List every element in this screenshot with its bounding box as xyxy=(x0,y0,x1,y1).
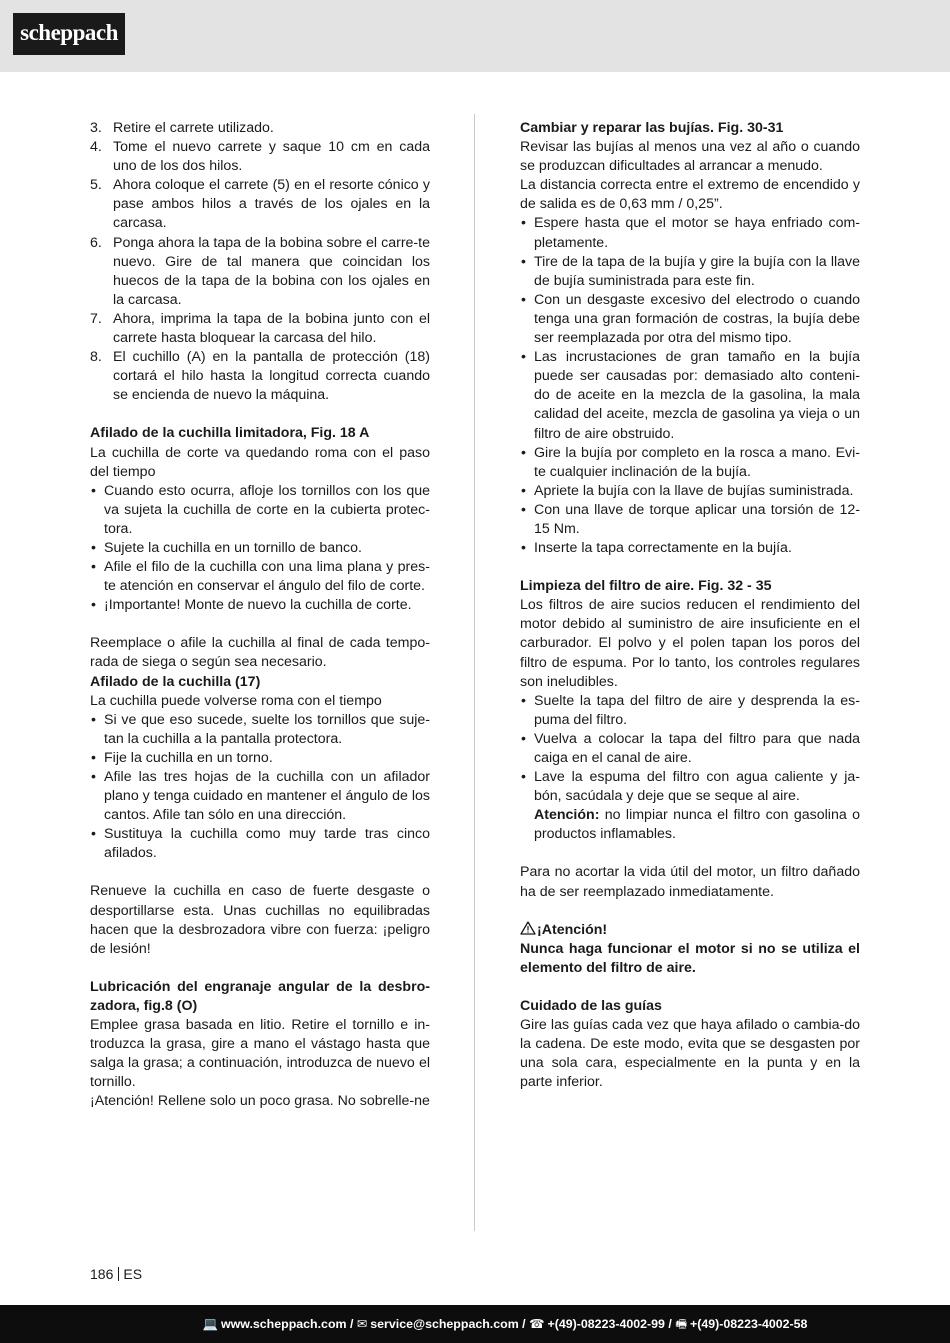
email-icon: ✉ xyxy=(356,1317,368,1331)
list-item: • Espere hasta que el motor se haya enfriado com-pletamente. xyxy=(521,215,860,251)
step-list xyxy=(90,119,430,405)
list-item: • Vuelva a colocar la tapa del filtro para que nada caiga en el canal de aire. xyxy=(521,730,860,766)
bullet-list xyxy=(520,692,860,807)
list-item: • Tire de la tapa de la bujía y gire la bujía con la llave de bujía suministrada para este fin. xyxy=(521,253,860,289)
bullet-list xyxy=(520,214,860,558)
warning-heading: ¡Atención! xyxy=(520,921,860,940)
section-heading: Cuidado de las guías xyxy=(520,997,662,1014)
bullet-list xyxy=(90,482,430,616)
paragraph: Revisar las bujías al menos una vez al año o cuando se produzcan dificultades al arrancar a menudo. xyxy=(520,139,860,175)
list-item: • Sujete la cuchilla en un tornillo de banco. xyxy=(91,539,362,556)
list-item: • Gire la bujía por completo en la rosca a mano. Evi-te cualquier inclinación de la bujía. xyxy=(521,444,860,480)
footer-web-link[interactable]: www.scheppach.com / xyxy=(220,1317,354,1331)
section-heading: Cambiar y reparar las bujías. Fig. 30-31 xyxy=(520,120,784,136)
footer-email-link[interactable]: service@scheppach.com / xyxy=(370,1317,526,1331)
list-item: • Suelte la tapa del filtro de aire y desprenda la es-puma del filtro. xyxy=(521,692,860,728)
list-item: • Afile las tres hojas de la cuchilla con un afilador plano y tenga cuidado en mantener el ángulo de los cantos. Afile tan sólo en una dirección. xyxy=(91,769,430,824)
paragraph: Gire las guías cada vez que haya afilado o cambia-do la cadena. De este modo, evita que se desgasten por una sola cara, especialmente en la punta y en la parte inferior. xyxy=(520,1017,860,1091)
list-item: • Afile el filo de la cuchilla con una lima plana y pres-te atención en conservar el ángulo del filo de corte. xyxy=(91,559,430,595)
list-item: • Apriete la bujía con la llave de bujías suministrada. xyxy=(521,482,854,499)
bullet-list xyxy=(90,711,430,864)
paragraph: Los filtros de aire sucios reducen el rendimiento del motor debido al suministro de aire insuficiente en el carburador. El polvo y el polen tapan los poros del filtro de espuma. Por lo tanto, los controles regulares son ineludibles. xyxy=(520,597,860,690)
page-footer xyxy=(0,1305,950,1343)
warning-text: Nunca haga funcionar el motor si no se utiliza el elemento del filtro de aire. xyxy=(520,940,860,976)
paragraph: La cuchilla puede volverse roma con el tiempo xyxy=(90,692,382,709)
paragraph: ¡Atención! Rellene solo un poco grasa. No sobrelle-ne xyxy=(90,1093,430,1110)
fax-icon: 🖷 xyxy=(675,1317,687,1331)
list-item: 4. Tome el nuevo carrete y saque 10 cm en cada uno de los dos hilos. xyxy=(90,139,430,175)
list-item: • Cuando esto ocurra, afloje los tornillos con los que va sujeta la cuchilla de corte en la cubierta protec-tora. xyxy=(91,482,430,537)
list-item: 7. Ahora, imprima la tapa de la bobina junto con el carrete hasta bloquear la carcasa del hilo. xyxy=(90,310,430,347)
page-number: 186 ES xyxy=(90,1266,143,1282)
list-item: 5. Ahora coloque el carrete (5) en el resorte cónico y pase ambos hilos a través de los ojales en la carcasa. xyxy=(90,177,430,232)
column-divider xyxy=(474,114,475,1231)
section-heading: Limpieza del filtro de aire. Fig. 32 - 35 xyxy=(520,578,772,595)
scheppach-logo: scheppach xyxy=(13,13,125,55)
list-item: • Fije la cuchilla en un torno. xyxy=(91,749,273,766)
right-column xyxy=(520,119,860,1092)
paragraph: Renueve la cuchilla en caso de fuerte desgaste o desportillarse esta. Unas cuchillas no equilibradas hacen que la desbrozadora vibre con fuerza: ¡peligro de lesión! xyxy=(90,883,430,957)
paragraph: Reemplace o afile la cuchilla al final de cada tempo-rada de siega o según sea necesario. xyxy=(90,635,430,671)
warning-triangle-icon xyxy=(520,921,536,935)
list-item: 8. El cuchillo (A) en la pantalla de protección (18) cortará el hilo hasta la longitud correcta cuando se encienda de nuevo la máquina. xyxy=(90,349,430,404)
list-item: 6. Ponga ahora la tapa de la bobina sobre el carre-te nuevo. Gire de tal manera que coincidan los huecos de la tapa de la bobina con los ojales en la carcasa. xyxy=(90,234,430,308)
page-header xyxy=(0,0,950,72)
footer-fax: +(49)-08223-4002-58 xyxy=(690,1317,808,1331)
left-column xyxy=(90,119,430,1112)
section-heading: Lubricación del engranaje angular de la desbro-zadora, fig.8 (O) xyxy=(90,978,430,1014)
list-item: • Si ve que eso sucede, suelte los tornillos que suje-tan la cuchilla a la pantalla protectora. xyxy=(91,711,430,747)
list-item: • Sustituya la cuchilla como muy tarde tras cinco afilados. xyxy=(91,826,430,862)
list-item: 3. Retire el carrete utilizado. xyxy=(90,120,274,136)
attention-note: Atención: no limpiar nunca el filtro con gasolina o productos inflamables. xyxy=(534,807,860,843)
footer-phone: +(49)-08223-4002-99 / xyxy=(547,1317,672,1331)
list-item: • ¡Importante! Monte de nuevo la cuchilla de corte. xyxy=(91,597,412,614)
paragraph: Para no acortar la vida útil del motor, un filtro dañado ha de ser reemplazado inmediatamente. xyxy=(520,864,860,900)
list-item: • Con un desgaste excesivo del electrodo o cuando tenga una gran formación de costras, la bujía debe ser reemplazada por otra del mismo tipo. xyxy=(521,291,860,347)
paragraph: La cuchilla de corte va quedando roma con el paso del tiempo xyxy=(90,444,430,480)
list-item: • Inserte la tapa correctamente en la bujía. xyxy=(521,540,792,557)
list-item: • Las incrustaciones de gran tamaño en la bujía puede ser causadas por: demasiado alto conteni-do de aceite en la mezcla de la gasolina, la mala calidad del aceite, mezcla de gasolina ya vieja o un filtro de aire obstruido. xyxy=(521,349,860,442)
phone-icon: ☎ xyxy=(529,1317,545,1331)
list-item: • Con una llave de torque aplicar una torsión de 12-15 Nm. xyxy=(521,501,860,537)
section-heading: Afilado de la cuchilla limitadora, Fig. 18 A xyxy=(90,425,370,442)
list-item: • Lave la espuma del filtro con agua caliente y ja-bón, sacúdala y deje que se seque al aire. xyxy=(521,769,860,805)
paragraph: La distancia correcta entre el extremo de encendido y de salida es de 0,63 mm / 0,25”. xyxy=(520,177,860,213)
section-heading: Afilado de la cuchilla (17) xyxy=(90,673,261,690)
computer-icon: 💻 xyxy=(202,1317,218,1331)
paragraph: Emplee grasa basada en litio. Retire el tornillo e in-troduzca la grasa, gire a mano el vástago hasta que salga la grasa; a continuación, introduzca de nuevo el tornillo. xyxy=(90,1017,430,1091)
